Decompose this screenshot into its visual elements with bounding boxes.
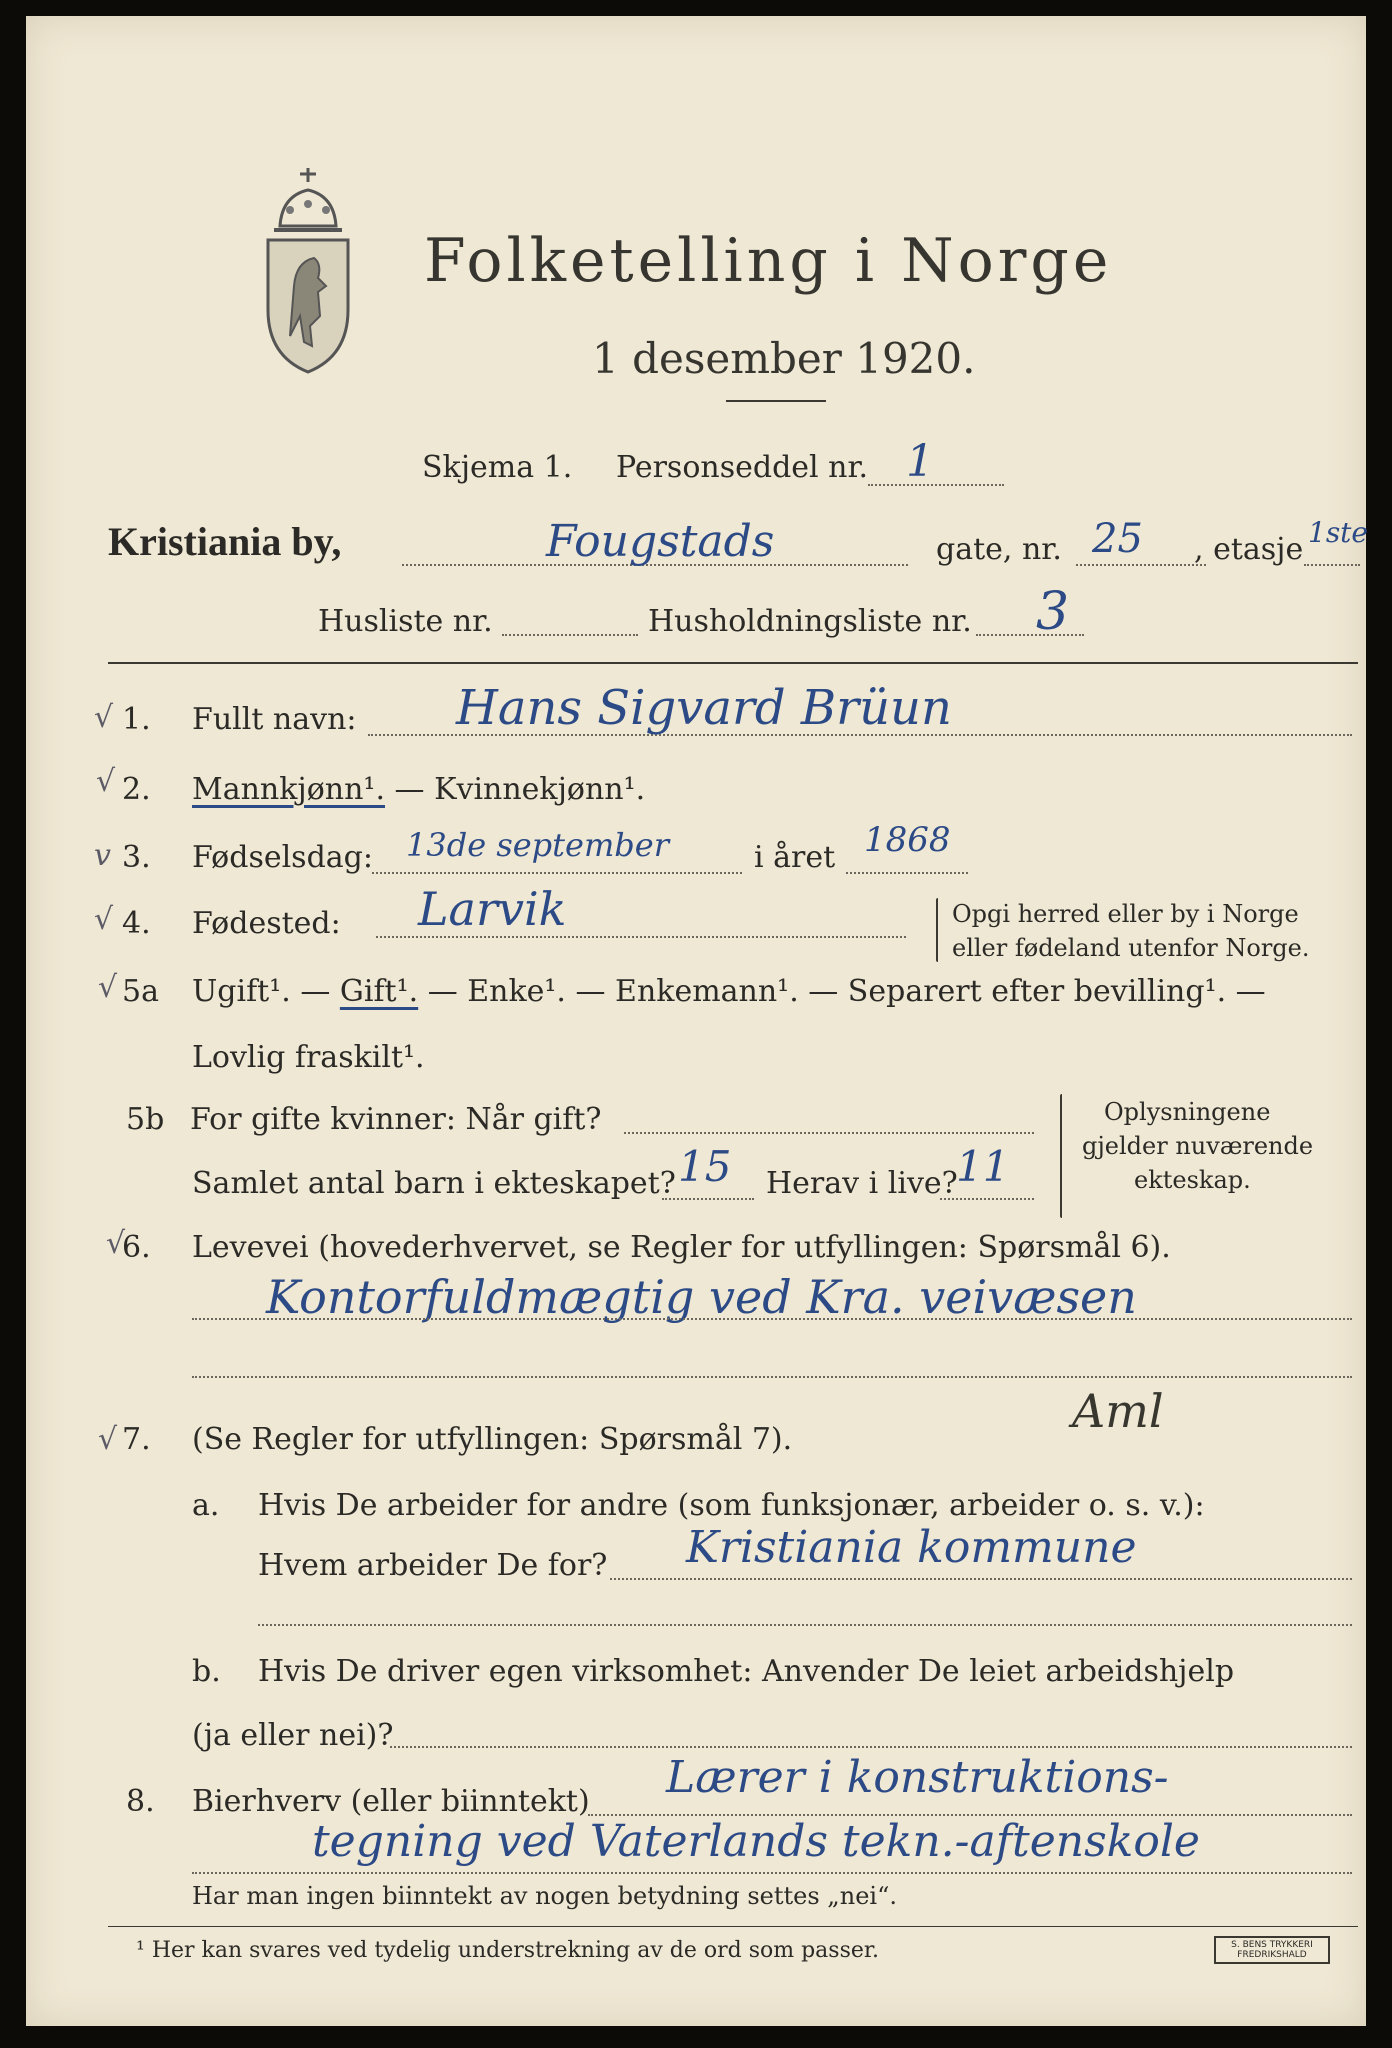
check-mark-q7: √ bbox=[98, 1422, 118, 1457]
q7b-letter: b. bbox=[192, 1654, 221, 1689]
personseddel-dots bbox=[868, 484, 1004, 486]
full-name-value: Hans Sigvard Brüun bbox=[456, 680, 952, 736]
year-dots bbox=[846, 872, 968, 874]
birthplace-note-1: Opgi herred eller by i Norge bbox=[952, 900, 1299, 928]
children-alive-dots bbox=[940, 1198, 1034, 1200]
gate-nr-label: gate, nr. bbox=[936, 532, 1062, 567]
married-when-dots bbox=[624, 1132, 1034, 1134]
married-when-label: For gifte kvinner: Når gift? bbox=[190, 1102, 602, 1137]
title-rule bbox=[726, 400, 826, 402]
check-mark-q5a: √ bbox=[98, 970, 118, 1005]
marriage-note-1: Oplysningene bbox=[1104, 1098, 1271, 1126]
printer-stamp: S. BENS TRYKKERI FREDRIKSHALD bbox=[1214, 1936, 1330, 1964]
form-title: Folketelling i Norge bbox=[424, 226, 1113, 296]
year-label: i året bbox=[754, 840, 836, 875]
husliste-label: Husliste nr. bbox=[318, 604, 493, 639]
q7-label: (Se Regler for utfyllingen: Spørsmål 7). bbox=[192, 1422, 793, 1457]
gate-nr-value: 25 bbox=[1092, 516, 1143, 562]
reviewer-initials: Aml bbox=[1072, 1384, 1164, 1438]
check-mark-q3: v bbox=[94, 838, 111, 873]
q5b-number: 5b bbox=[126, 1102, 165, 1137]
birthplace-note-brace bbox=[936, 898, 938, 962]
q2-line bbox=[192, 772, 645, 807]
secondary-income-value-1: Lærer i konstruktions- bbox=[666, 1752, 1169, 1803]
street-value: Fougstads bbox=[546, 516, 775, 567]
other-marital-options: — Enke¹. — Enkemann¹. — Separert efter bevilling¹. — bbox=[427, 974, 1266, 1009]
male-option: Mannkjønn¹. bbox=[192, 772, 385, 807]
header-divider bbox=[108, 662, 1358, 664]
q4-label: Fødested: bbox=[192, 906, 341, 941]
skjema-label: Skjema 1. bbox=[422, 450, 573, 485]
q2-separator: — bbox=[385, 772, 435, 807]
husholdningsliste-value: 3 bbox=[1036, 582, 1070, 642]
birthday-dots bbox=[372, 872, 742, 874]
children-total-dots bbox=[662, 1198, 754, 1200]
q3-label: Fødselsdag: bbox=[192, 840, 373, 875]
q5a-number: 5a bbox=[122, 974, 159, 1009]
employer-value: Kristiania kommune bbox=[686, 1522, 1137, 1573]
children-total-label: Samlet antal barn i ekteskapet? bbox=[192, 1166, 676, 1201]
q7b-dots bbox=[390, 1746, 1352, 1748]
q7a-letter: a. bbox=[192, 1488, 220, 1523]
occupation-value: Kontorfuldmægtig ved Kra. veivæsen bbox=[266, 1270, 1137, 1324]
children-total-value: 15 bbox=[678, 1142, 732, 1191]
q2-number: 2. bbox=[122, 772, 151, 807]
census-form bbox=[26, 16, 1369, 2026]
divorced-option: Lovlig fraskilt¹. bbox=[192, 1040, 425, 1075]
etasje-value: 1ste bbox=[1308, 516, 1369, 549]
birthday-value: 13de september bbox=[406, 826, 670, 864]
birth-year-value: 1868 bbox=[864, 820, 951, 860]
occupation-line bbox=[192, 1318, 1352, 1320]
birthplace-note-2: eller fødeland utenfor Norge. bbox=[952, 934, 1310, 962]
children-alive-value: 11 bbox=[956, 1142, 1010, 1191]
q4-number: 4. bbox=[122, 906, 151, 941]
footer-divider bbox=[108, 1926, 1358, 1927]
check-mark-q2: √ bbox=[96, 764, 116, 799]
married-option: Gift¹. bbox=[339, 974, 419, 1009]
employer-line-2 bbox=[258, 1624, 1352, 1626]
etasje-label: , etasje bbox=[1194, 532, 1304, 567]
marriage-note-3: ekteskap. bbox=[1134, 1166, 1251, 1194]
q1-label: Fullt navn: bbox=[192, 702, 357, 737]
employer-dots bbox=[610, 1578, 1352, 1580]
personseddel-value: 1 bbox=[906, 436, 934, 487]
birthplace-dots bbox=[376, 936, 906, 938]
employer-label: Hvem arbeider De for? bbox=[258, 1548, 608, 1583]
children-alive-label: Herav i live? bbox=[766, 1166, 958, 1201]
husliste-dots bbox=[502, 634, 638, 636]
q8-label: Bierhverv (eller biinntekt) bbox=[192, 1784, 590, 1819]
personseddel-label: Personseddel nr. bbox=[616, 450, 869, 485]
census-date: 1 desember 1920. bbox=[592, 334, 976, 383]
birthplace-value: Larvik bbox=[418, 882, 567, 936]
q6-number: 6. bbox=[122, 1230, 151, 1265]
q1-number: 1. bbox=[122, 702, 151, 737]
q7a-question: Hvis De arbeider for andre (som funksjonær, arbeider o. s. v.): bbox=[258, 1488, 1205, 1523]
female-option: Kvinnekjønn¹. bbox=[434, 772, 646, 807]
q7b-question: Hvis De driver egen virksomhet: Anvender De leiet arbeidshjelp bbox=[258, 1654, 1235, 1689]
q3-number: 3. bbox=[122, 840, 151, 875]
check-mark-q4: √ bbox=[94, 902, 114, 937]
marriage-note-2: gjelder nuværende bbox=[1082, 1132, 1314, 1160]
q8-note: Har man ingen biinntekt av nogen betydning settes „nei“. bbox=[192, 1882, 897, 1910]
q8-number: 8. bbox=[126, 1784, 155, 1819]
marital-line bbox=[192, 974, 1266, 1009]
q8-dots-2 bbox=[192, 1872, 1352, 1874]
check-mark-q6: √ bbox=[106, 1226, 126, 1261]
q7b-yes-no-label: (ja eller nei)? bbox=[192, 1718, 394, 1753]
norway-coat-of-arms-icon bbox=[260, 166, 356, 376]
marriage-note-brace bbox=[1060, 1094, 1062, 1218]
occupation-line-2 bbox=[192, 1376, 1352, 1378]
unmarried-option: Ugift¹. — bbox=[192, 974, 331, 1009]
city-label: Kristiania by, bbox=[108, 519, 342, 564]
husholdningsliste-label: Husholdningsliste nr. bbox=[648, 604, 972, 639]
gate-nr-dots bbox=[1076, 564, 1206, 566]
q7-number: 7. bbox=[122, 1422, 151, 1457]
q6-label: Levevei (hovederhvervet, se Regler for utfyllingen: Spørsmål 6). bbox=[192, 1230, 1171, 1265]
etasje-dots bbox=[1304, 564, 1360, 566]
secondary-income-value-2: tegning ved Vaterlands tekn.-aftenskole bbox=[312, 1816, 1200, 1867]
check-mark-q1: √ bbox=[94, 700, 114, 735]
footnote: ¹ Her kan svares ved tydelig understrekning av de ord som passer. bbox=[136, 1938, 879, 1963]
